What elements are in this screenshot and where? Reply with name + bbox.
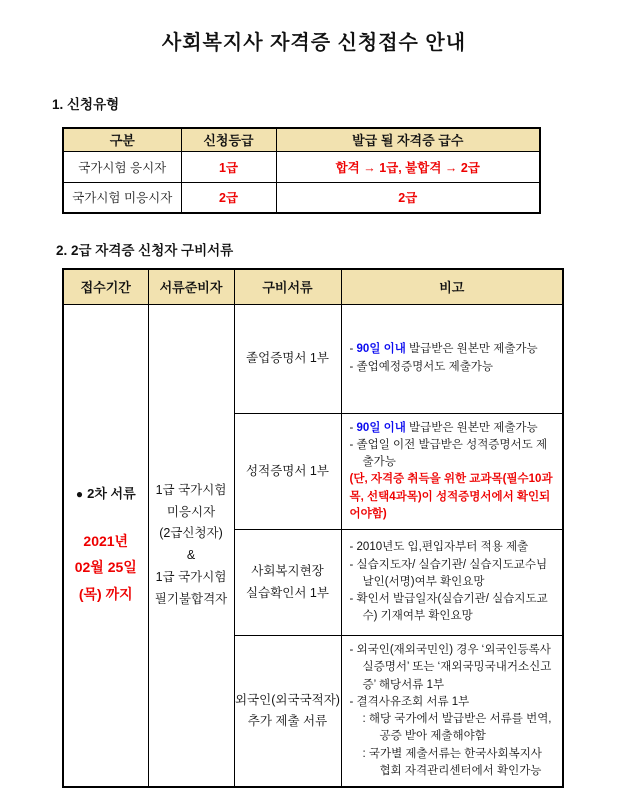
table1-header-gubun: 구분: [63, 128, 181, 151]
note-subline: : 해당 국가에서 발급받은 서류를 번역, 공증 받아 제출해야함: [362, 713, 552, 743]
document-name: 사회복지현장: [251, 564, 324, 579]
table2-header-document: 구비서류: [234, 269, 341, 304]
table2-row-graduation: [63, 304, 563, 413]
note-cell: [341, 636, 563, 788]
period-cell: [63, 304, 148, 787]
note-rest: 발급받은 원본만 제출가능: [405, 343, 538, 356]
section1-heading: 1. 신청유형: [52, 97, 120, 112]
table2-header-preparer: 서류준비자: [148, 269, 234, 304]
table1-row-non-examinee: [63, 182, 540, 213]
note-line: [350, 341, 557, 358]
document-name-cell: [234, 636, 341, 788]
table1-header-issue: 발급 될 자격증 급수: [276, 128, 540, 151]
period-label: [64, 483, 148, 502]
table1-cell-issue: 2급: [276, 182, 540, 213]
document-name-cell: [234, 530, 341, 636]
note-line: - 졸업일 이전 발급받은 성적증명서도 제출가능: [349, 438, 548, 468]
note-subline: : 국가별 제출서류는 한국사회복지사 협회 자격관리센터에서 확인가능: [362, 747, 542, 777]
note-line: - 결격사유조회 서류 1부: [349, 695, 470, 708]
preparer-ampersand: &: [186, 548, 196, 563]
note-dash: -: [349, 343, 357, 356]
period-deadline: [64, 528, 148, 608]
table1-cell-gubun: 국가시험 응시자: [63, 151, 181, 182]
note-cell: [341, 530, 563, 636]
bullet-dot-icon: ●: [75, 486, 84, 501]
table1-header-row: [63, 128, 540, 151]
document-name: 실습확인서 1부: [246, 585, 329, 600]
preparer-line: 1급 국가시험: [155, 482, 227, 497]
table1-row-examinee: [63, 151, 540, 182]
required-documents-table: [62, 268, 564, 788]
table2-header-period: 접수기간: [63, 269, 148, 304]
table1-cell-grade: 1급: [181, 151, 276, 182]
note-line: - 실습지도자/ 실습기관/ 실습지도교수님 날인(서명)여부 확인요망: [349, 558, 548, 588]
note-highlight: 90일 이내: [356, 421, 406, 434]
table1-cell-gubun: 국가시험 미응시자: [63, 182, 181, 213]
note-highlight: 90일 이내: [356, 343, 406, 356]
note-line: [350, 420, 557, 437]
deadline-weekday: (목) 까지: [78, 586, 133, 603]
note-rest: 발급받은 원본만 제출가능: [405, 421, 538, 434]
document-name: 외국인(외국국적자): [235, 692, 340, 707]
table1-cell-issue: 합격 → 1급, 불합격 → 2급: [276, 151, 540, 182]
note-line: - 2010년도 입,편입자부터 적용 제출: [349, 541, 529, 554]
document-name: 졸업증명서 1부: [246, 350, 329, 365]
note-line: - 확인서 발급일자(실습기관/ 실습지도교수) 기재여부 확인요망: [349, 593, 548, 623]
page-title: 사회복지사 자격증 신청접수 안내: [161, 32, 467, 54]
preparer-line: 필기불합격자: [154, 592, 228, 606]
section2-heading: 2. 2급 자격증 신청자 구비서류: [56, 243, 234, 258]
note-line: - 졸업예정증명서도 제출가능: [349, 360, 494, 373]
document-name: 성적증명서 1부: [246, 463, 329, 478]
note-cell: [341, 304, 563, 413]
preparer-cell: [148, 304, 234, 787]
period-label-text: 2차 서류: [87, 485, 136, 501]
note-warning: (단, 자격증 취득을 위한 교과목(필수10과목, 선택4과목)이 성적증명서에서 확인되어야함): [349, 473, 553, 520]
deadline-year: 2021년: [83, 532, 129, 549]
note-cell: [341, 413, 563, 530]
table2-header-row: [63, 269, 563, 304]
application-type-table: [62, 127, 541, 214]
table1-header-grade: 신청등급: [181, 128, 276, 151]
document-name: 추가 제출 서류: [247, 714, 328, 728]
note-line: - 외국인(재외국민인) 경우 ‘외국인등록사실증명서’ 또는 ‘재외국밍국내거소신고증’ 해당서류 1부: [349, 644, 552, 691]
note-dash: -: [349, 421, 357, 434]
document-name-cell: [234, 304, 341, 413]
preparer-line: 1급 국가시험: [155, 570, 227, 585]
table2-header-note: 비고: [341, 269, 563, 304]
deadline-day: 02월 25일: [74, 559, 137, 576]
table1-cell-grade: 2급: [181, 182, 276, 213]
preparer-line: (2급신청자): [159, 526, 223, 541]
preparer-line: 미응시자: [166, 504, 216, 519]
document-name-cell: [234, 413, 341, 530]
